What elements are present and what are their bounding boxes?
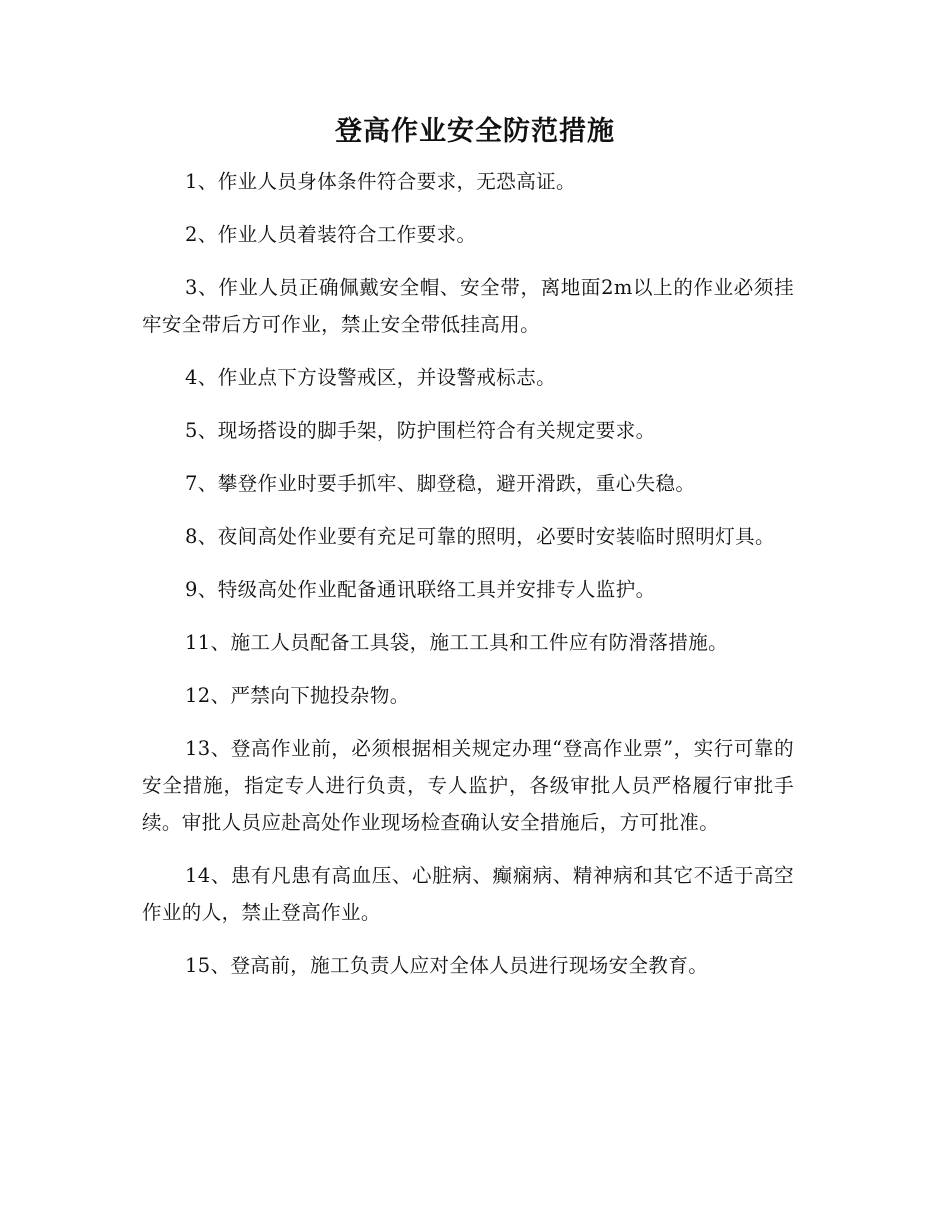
measure-item-9: 9、特级高处作业配备通讯联络工具并安排专人监护。 xyxy=(185,578,656,601)
measure-item-7: 7、攀登作业时要手抓牢、脚登稳，避开滑跌，重心失稳。 xyxy=(185,472,696,495)
measure-item-2: 2、作业人员着装符合工作要求。 xyxy=(185,223,477,246)
document-body xyxy=(142,163,794,1000)
measure-item-14: 14、患有凡患有高血压、心脏病、癫痫病、精神病和其它不适于高空作业的人，禁止登高作业。 xyxy=(142,864,794,924)
measure-item-1: 1、作业人员身体条件符合要求，无恐高证。 xyxy=(185,170,576,193)
measure-item-13: 13、登高作业前，必须根据相关规定办理“登高作业票”，实行可靠的安全措施，指定专人进行负责，专人监护，各级审批人员严格履行审批手续。审批人员应赴高处作业现场检查确认安全措施后，方可批准。 xyxy=(142,737,794,834)
document-title: 登高作业安全防范措施 xyxy=(335,116,615,147)
measure-item-12: 12、严禁向下抛投杂物。 xyxy=(185,684,410,707)
measure-item-11: 11、施工人员配备工具袋，施工工具和工件应有防滑落措施。 xyxy=(185,631,729,654)
measure-item-5: 5、现场搭设的脚手架，防护围栏符合有关规定要求。 xyxy=(185,419,656,442)
measure-item-4: 4、作业点下方设警戒区，并设警戒标志。 xyxy=(185,366,557,389)
measure-item-3: 3、作业人员正确佩戴安全帽、安全带，离地面2m以上的作业必须挂牢安全带后方可作业，禁止安全带低挂高用。 xyxy=(142,276,794,336)
measure-item-8: 8、夜间高处作业要有充足可靠的照明，必要时安装临时照明灯具。 xyxy=(185,525,775,548)
measure-item-15: 15、登高前，施工负责人应对全体人员进行现场安全教育。 xyxy=(185,954,709,977)
